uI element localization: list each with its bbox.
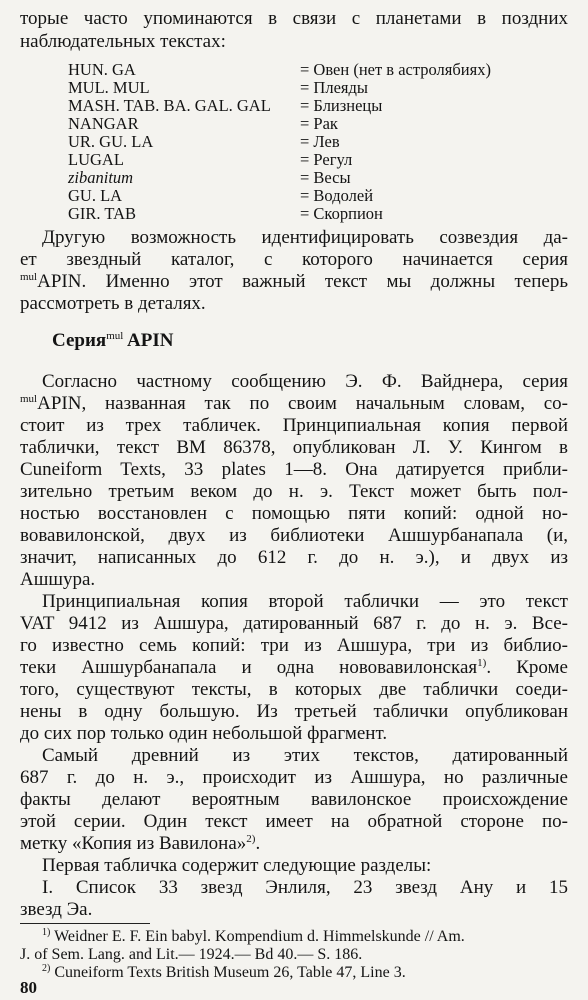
footnote-divider [20, 923, 150, 924]
footnote-marker: 2) [42, 963, 51, 974]
term: GU. LA [68, 186, 123, 205]
meaning: = Рак [300, 114, 338, 133]
paragraph-line: Самый древний из этих текстов, датированный [42, 745, 568, 766]
paragraph-line: этой серии. Один текст имеет на обратной стороне по- [20, 811, 568, 832]
footnote-ref[interactable]: 2) [246, 833, 256, 845]
paragraph-line: I. Список 33 звезд Энлиля, 23 звезд Ану и 15 [42, 877, 568, 898]
intro-line: торые часто упоминаются в связи с планетами в поздних [20, 8, 568, 29]
meaning: = Овен (нет в астролябиях) [300, 60, 491, 79]
table-row [0, 79, 588, 97]
table-row [0, 169, 588, 187]
paragraph-line: $^{mul}$APIN. Именно этот важный текст мы должны теперь [20, 271, 568, 292]
meaning: = Водолей [300, 186, 374, 205]
table-row [0, 115, 588, 133]
paragraph-line: вовавилонской, двух из библиотеки Ашшурбанапала (и, [20, 525, 568, 546]
paragraph-line: зительно третьим веком до н. э. Текст может быть пол- [20, 481, 568, 502]
paragraph-line: теки Ашшурбанапала и одна нововавилонская$^{1)}$. Кроме [20, 657, 568, 678]
page-number: 80 [20, 978, 37, 997]
paragraph-line: Ашшура. [20, 569, 96, 590]
paragraph-line: значит, написанных до 612 г. до н. э.), и двух из [20, 547, 568, 568]
paragraph-line: звезд Эа. [20, 899, 93, 920]
term: MASH. TAB. BA. GAL. GAL [68, 96, 271, 115]
meaning: = Регул [300, 150, 353, 169]
paragraph-line: Cuneiform Texts, 33 plates 1—8. Она датируется прибли- [20, 459, 568, 480]
paragraph-line: нены в одну большую. Из третьей таблички опубликован [20, 701, 568, 722]
footnote: $^{2)}$ Cuneiform Texts British Museum 26, Table 47, Line 3. [42, 963, 406, 981]
paragraph-line: до сих пор только один небольшой фрагмент. [20, 723, 388, 744]
paragraph-line: метку «Копия из Вавилона»$^{2)}$. [20, 833, 261, 854]
paragraph-line: факты делают вероятным вавилонское происхождение [20, 789, 568, 810]
term: LUGAL [68, 150, 124, 169]
paragraph-line: го известно семь копий: три из Ашшура, три из библио- [20, 635, 568, 656]
paragraph-line: Первая табличка содержит следующие разделы: [42, 855, 432, 876]
table-row [0, 61, 588, 79]
term: GIR. TAB [68, 204, 137, 223]
meaning: = Скорпион [300, 204, 383, 223]
term: MUL. MUL [68, 78, 150, 97]
paragraph-line: рассмотреть в деталях. [20, 293, 206, 314]
meaning: = Близнецы [300, 96, 383, 115]
paragraph-line: Другую возможность идентифицировать созвездия да- [42, 227, 568, 248]
superscript: mul [20, 393, 38, 405]
paragraph-line: VAT 9412 из Ашшура, датированный 687 г. до н. э. Все- [20, 613, 568, 634]
section-heading: Серия$^{mul}$ APIN [52, 330, 174, 351]
superscript: mul [20, 271, 38, 283]
footnote-ref[interactable]: 1) [477, 657, 487, 669]
paragraph-line: того, существуют тексты, в которых две таблички соеди- [20, 679, 568, 700]
paragraph-line: 687 г. до н. э., происходит из Ашшура, но различные [20, 767, 568, 788]
footnote-marker: 1) [42, 927, 51, 938]
table-row [0, 133, 588, 151]
intro-line: наблюдательных текстах: [20, 31, 226, 52]
footnote: $^{1)}$ Weidner E. F. Ein babyl. Kompendium d. Himmelskunde // Am. [42, 927, 465, 945]
term: NANGAR [68, 114, 139, 133]
paragraph-line: стоит из трех табличек. Принципиальная копия первой [20, 415, 568, 436]
table-row [0, 205, 588, 223]
paragraph-line: $^{mul}$APIN, названная так по своим начальным словам, со- [20, 393, 568, 414]
meaning: = Весы [300, 168, 351, 187]
paragraph-line: ет звездный каталог, с которого начинается серия [20, 249, 568, 270]
term: HUN. GA [68, 60, 136, 79]
table-row [0, 97, 588, 115]
meaning: = Плеяды [300, 78, 368, 97]
term: zibanitum [68, 168, 134, 187]
paragraph-line: Принципиальная копия второй таблички — это текст [42, 591, 568, 612]
paragraph-line: ностью восстановлен с помощью пяти копий: одной но- [20, 503, 568, 524]
table-row [0, 187, 588, 205]
paragraph-line: таблички, текст BM 86378, опубликован Л. У. Кингом в [20, 437, 568, 458]
footnote-continuation: J. of Sem. Lang. and Lit.— 1924.— Bd 40.— S. 186. [20, 946, 363, 963]
term: UR. GU. LA [68, 132, 154, 151]
meaning: = Лев [300, 132, 340, 151]
paragraph-line: Согласно частному сообщению Э. Ф. Вайднера, серия [42, 371, 568, 392]
table-row [0, 151, 588, 169]
